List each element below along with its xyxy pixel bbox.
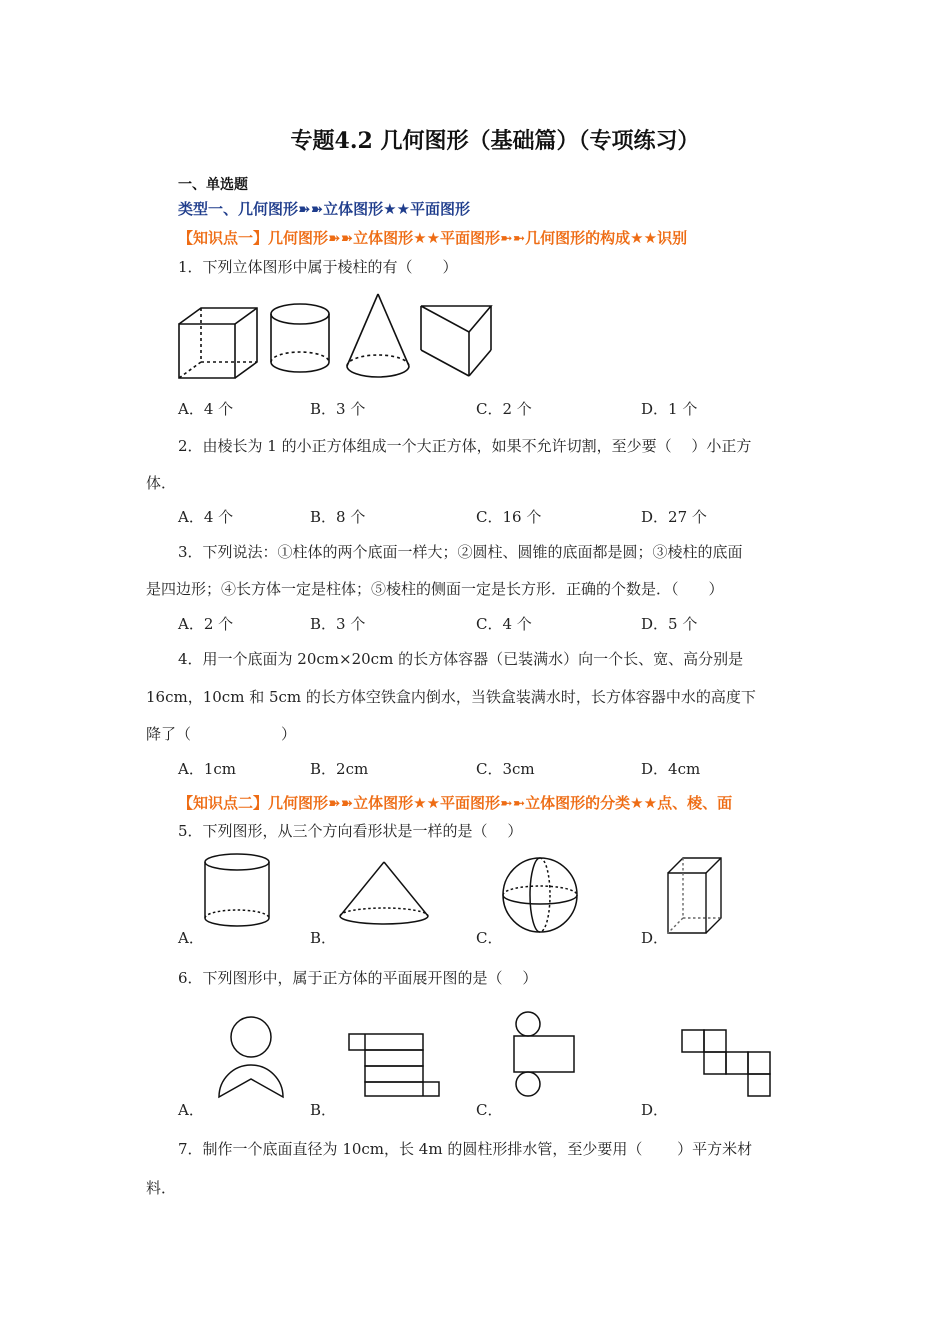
question-2-line-2: 体． xyxy=(146,474,177,492)
question-2-line-1: 2．由棱长为 1 的小正方体组成一个大正方体，如果不允许切割，至少要（ ）小正方 xyxy=(178,437,752,455)
q6-option-d-figure xyxy=(679,1027,773,1099)
q6-option-a-figure xyxy=(215,1015,287,1099)
q4-option-c: C．3cm xyxy=(476,760,535,778)
q2-option-b: B．8 个 xyxy=(310,508,366,526)
q5-option-d: D． xyxy=(641,929,669,947)
q4-option-a: A．1cm xyxy=(178,760,237,778)
section-heading: 一、单选题 xyxy=(178,177,248,193)
q3-option-b: B．3 个 xyxy=(310,615,366,633)
cylinder-shape xyxy=(271,304,329,372)
q2-option-a: A．4 个 xyxy=(178,508,234,526)
q1-option-d: D．1 个 xyxy=(641,400,698,418)
q2-option-d: D．27 个 xyxy=(641,508,707,526)
q1-option-a: A．4 个 xyxy=(178,400,234,418)
q4-option-d: D．4cm xyxy=(641,760,701,778)
q6-option-b: B． xyxy=(310,1101,337,1119)
q2-option-c: C．16 个 xyxy=(476,508,542,526)
q5-sphere-figure xyxy=(500,856,582,936)
q5-cone-figure xyxy=(334,858,444,928)
q6-option-a: A． xyxy=(178,1101,204,1119)
q6-option-d: D． xyxy=(641,1101,669,1119)
q5-option-a: A． xyxy=(178,929,204,947)
question-1-text: 1．下列立体图形中属于棱柱的有（ ） xyxy=(178,258,458,276)
q6-option-b-figure xyxy=(347,1032,441,1098)
question-3-line-1: 3．下列说法：①柱体的两个底面一样大；②圆柱、圆锥的底面都是圆；③棱柱的底面 xyxy=(178,543,743,561)
question-4-line-2: 16cm，10cm 和 5cm 的长方体空铁盒内倒水，当铁盒装满水时，长方体容器中水的高度下 xyxy=(146,688,756,706)
cube-shape xyxy=(179,308,257,378)
question-5-text: 5．下列图形，从三个方向看形状是一样的是（ ） xyxy=(178,822,523,840)
question-4-line-3: 降了（ ） xyxy=(146,725,297,743)
q5-option-c: C． xyxy=(476,929,503,947)
q3-option-c: C．4 个 xyxy=(476,615,532,633)
knowledge-point-2: 【知识点二】几何图形➽➽立体图形★★平面图形➼➼立体图形的分类★★点、棱、面 xyxy=(178,794,733,812)
q1-solids-figure xyxy=(175,292,495,384)
q3-option-a: A．2 个 xyxy=(178,615,234,633)
type-heading: 类型一、几何图形➽➽立体图形★★平面图形 xyxy=(178,200,471,218)
question-6-text: 6．下列图形中，属于正方体的平面展开图的是（ ） xyxy=(178,969,538,987)
question-7-line-1: 7．制作一个底面直径为 10cm，长 4m 的圆柱形排水管，至少要用（ ）平方米材 xyxy=(178,1140,753,1158)
q6-option-c-figure xyxy=(510,1010,578,1100)
triangular-prism-shape xyxy=(421,306,491,376)
question-4-line-1: 4．用一个底面为 20cm×20cm 的长方体容器（已装满水）向一个长、宽、高分别是 xyxy=(178,650,744,668)
cone-shape xyxy=(347,294,409,377)
q4-option-b: B．2cm xyxy=(310,760,369,778)
knowledge-point-1: 【知识点一】几何图形➽➽立体图形★★平面图形➼➼几何图形的构成★★识别 xyxy=(178,229,688,247)
q6-option-c: C． xyxy=(476,1101,503,1119)
q5-option-b: B． xyxy=(310,929,337,947)
q5-cuboid-figure xyxy=(665,855,727,937)
q5-cylinder-figure xyxy=(200,852,280,934)
page-title: 专题4.2 几何图形（基础篇）（专项练习） xyxy=(290,128,700,154)
q3-option-d: D．5 个 xyxy=(641,615,698,633)
question-7-line-2: 料． xyxy=(146,1179,177,1197)
q1-option-b: B．3 个 xyxy=(310,400,366,418)
q1-option-c: C．2 个 xyxy=(476,400,532,418)
question-3-line-2: 是四边形；④长方体一定是柱体；⑤棱柱的侧面一定是长方形．正确的个数是．（ ） xyxy=(146,580,724,598)
